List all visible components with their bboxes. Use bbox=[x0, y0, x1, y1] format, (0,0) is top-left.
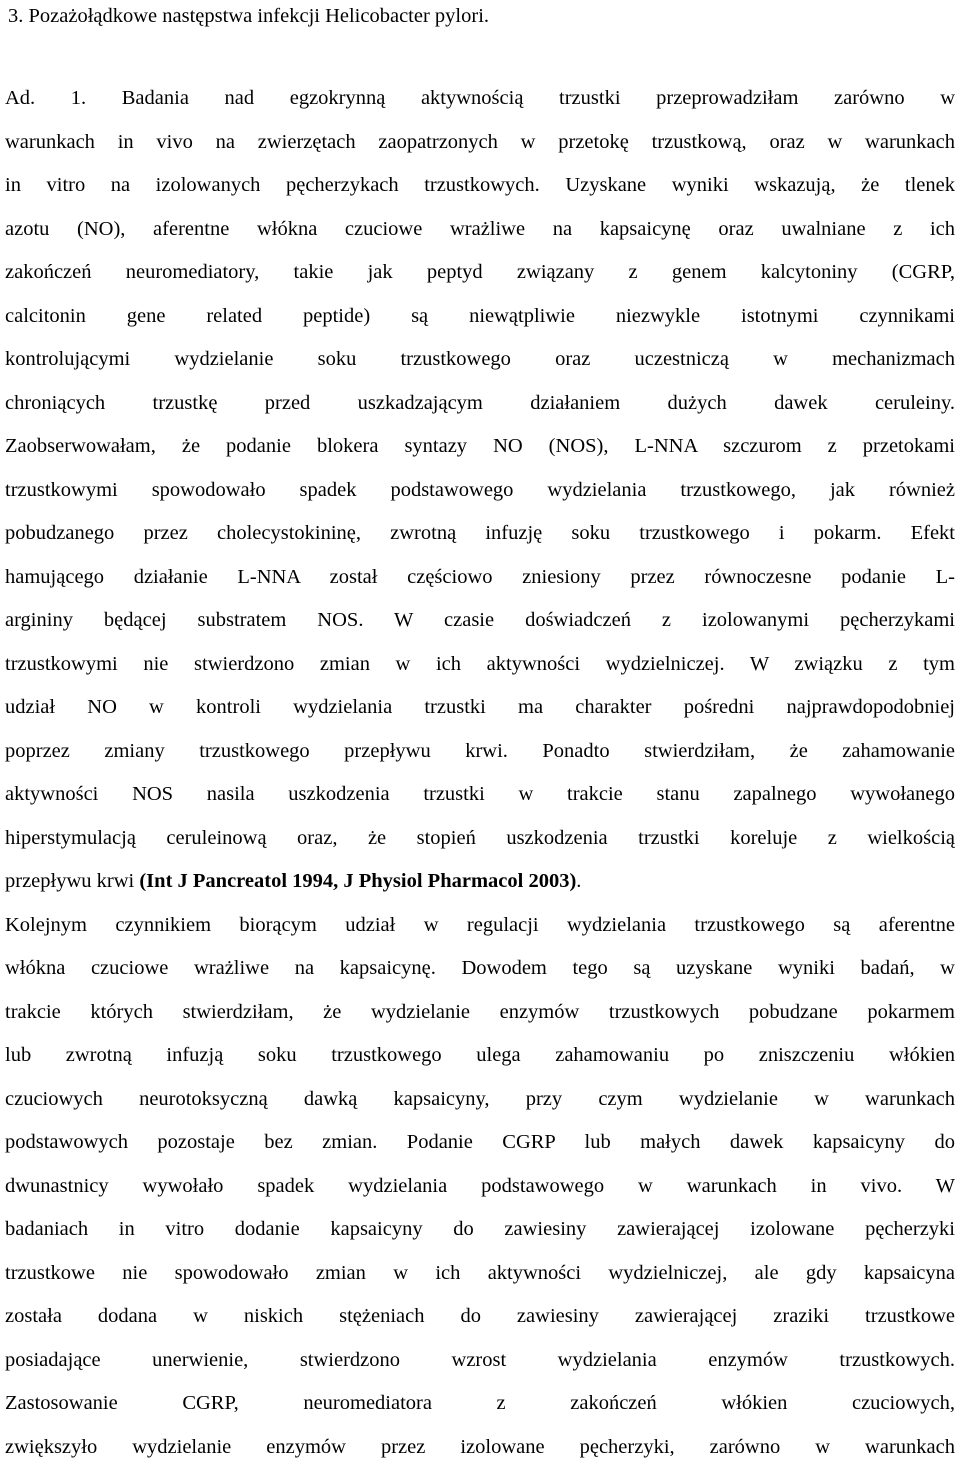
text-line: posiadające unerwienie, stwierdzono wzrost wydzielania enzymów trzustkowych. bbox=[5, 1339, 955, 1383]
text-line: udział NO w kontroli wydzielania trzustki ma charakter pośredni najprawdopodobniej bbox=[5, 686, 955, 730]
text-line: trzustkowymi spowodowało spadek podstawowego wydzielania trzustkowego, jak również bbox=[5, 469, 955, 513]
text-line: argininy będącej substratem NOS. W czasie doświadczeń z izolowanymi pęcherzykami bbox=[5, 599, 955, 643]
text-line: podstawowych pozostaje bez zmian. Podanie CGRP lub małych dawek kapsaicyny do bbox=[5, 1121, 955, 1165]
text-line: warunkach in vivo na zwierzętach zaopatrzonych w przetokę trzustkową, oraz w warunkach bbox=[5, 121, 955, 165]
text-line: zwiększyło wydzielanie enzymów przez izolowane pęcherzyki, zarówno w warunkach bbox=[5, 1426, 955, 1469]
text-line: pobudzanego przez cholecystokininę, zwrotną infuzję soku trzustkowego i pokarm. Efekt bbox=[5, 512, 955, 556]
document-body bbox=[5, 77, 955, 1469]
text-line: trakcie których stwierdziłam, że wydzielanie enzymów trzustkowych pobudzane pokarmem bbox=[5, 991, 955, 1035]
citation-reference: (Int J Pancreatol 1994, J Physiol Pharmacol 2003) bbox=[139, 870, 576, 892]
text-line: kontrolującymi wydzielanie soku trzustkowego oraz uczestniczą w mechanizmach bbox=[5, 338, 955, 382]
text-line: badaniach in vitro dodanie kapsaicyny do zawiesiny zawierającej izolowane pęcherzyki bbox=[5, 1208, 955, 1252]
section-heading: 3. Pozażołądkowe następstwa infekcji Helicobacter pylori. bbox=[8, 2, 489, 30]
text-line: chroniących trzustkę przed uszkadzającym działaniem dużych dawek ceruleiny. bbox=[5, 382, 955, 426]
text-line: została dodana w niskich stężeniach do zawiesiny zawierającej zraziki trzustkowe bbox=[5, 1295, 955, 1339]
text-line: poprzez zmiany trzustkowego przepływu krwi. Ponadto stwierdziłam, że zahamowanie bbox=[5, 730, 955, 774]
text-line: trzustkowe nie spowodowało zmian w ich aktywności wydzielniczej, ale gdy kapsaicyna bbox=[5, 1252, 955, 1296]
text-line: Zaobserwowałam, że podanie blokera syntazy NO (NOS), L-NNA szczurom z przetokami bbox=[5, 425, 955, 469]
text-line: lub zwrotną infuzją soku trzustkowego ulega zahamowaniu po zniszczeniu włókien bbox=[5, 1034, 955, 1078]
text-line: Zastosowanie CGRP, neuromediatora z zakończeń włókien czuciowych, bbox=[5, 1382, 955, 1426]
text-fragment: przepływu krwi bbox=[5, 870, 139, 892]
text-line: azotu (NO), aferentne włókna czuciowe wrażliwe na kapsaicynę oraz uwalniane z ich bbox=[5, 208, 955, 252]
text-line: hamującego działanie L-NNA został częściowo zniesiony przez równoczesne podanie L- bbox=[5, 556, 955, 600]
text-line: calcitonin gene related peptide) są niewątpliwie niezwykle istotnymi czynnikami bbox=[5, 295, 955, 339]
text-line: in vitro na izolowanych pęcherzykach trzustkowych. Uzyskane wyniki wskazują, że tlenek bbox=[5, 164, 955, 208]
text-line: aktywności NOS nasila uszkodzenia trzustki w trakcie stanu zapalnego wywołanego bbox=[5, 773, 955, 817]
text-line: włókna czuciowe wrażliwe na kapsaicynę. Dowodem tego są uzyskane wyniki badań, w bbox=[5, 947, 955, 991]
text-line: dwunastnicy wywołało spadek wydzielania podstawowego w warunkach in vivo. W bbox=[5, 1165, 955, 1209]
text-line: zakończeń neuromediatory, takie jak peptyd związany z genem kalcytoniny (CGRP, bbox=[5, 251, 955, 295]
text-line: hiperstymulacją ceruleinową oraz, że stopień uszkodzenia trzustki koreluje z wielkością bbox=[5, 817, 955, 861]
text-line: Ad. 1. Badania nad egzokrynną aktywnością trzustki przeprowadziłam zarówno w bbox=[5, 77, 955, 121]
text-line: czuciowych neurotoksyczną dawką kapsaicyny, przy czym wydzielanie w warunkach bbox=[5, 1078, 955, 1122]
text-fragment: . bbox=[576, 870, 581, 892]
text-line: trzustkowymi nie stwierdzono zmian w ich aktywności wydzielniczej. W związku z tym bbox=[5, 643, 955, 687]
text-line: Kolejnym czynnikiem biorącym udział w regulacji wydzielania trzustkowego są aferentne bbox=[5, 904, 955, 948]
citation-line bbox=[5, 860, 955, 904]
